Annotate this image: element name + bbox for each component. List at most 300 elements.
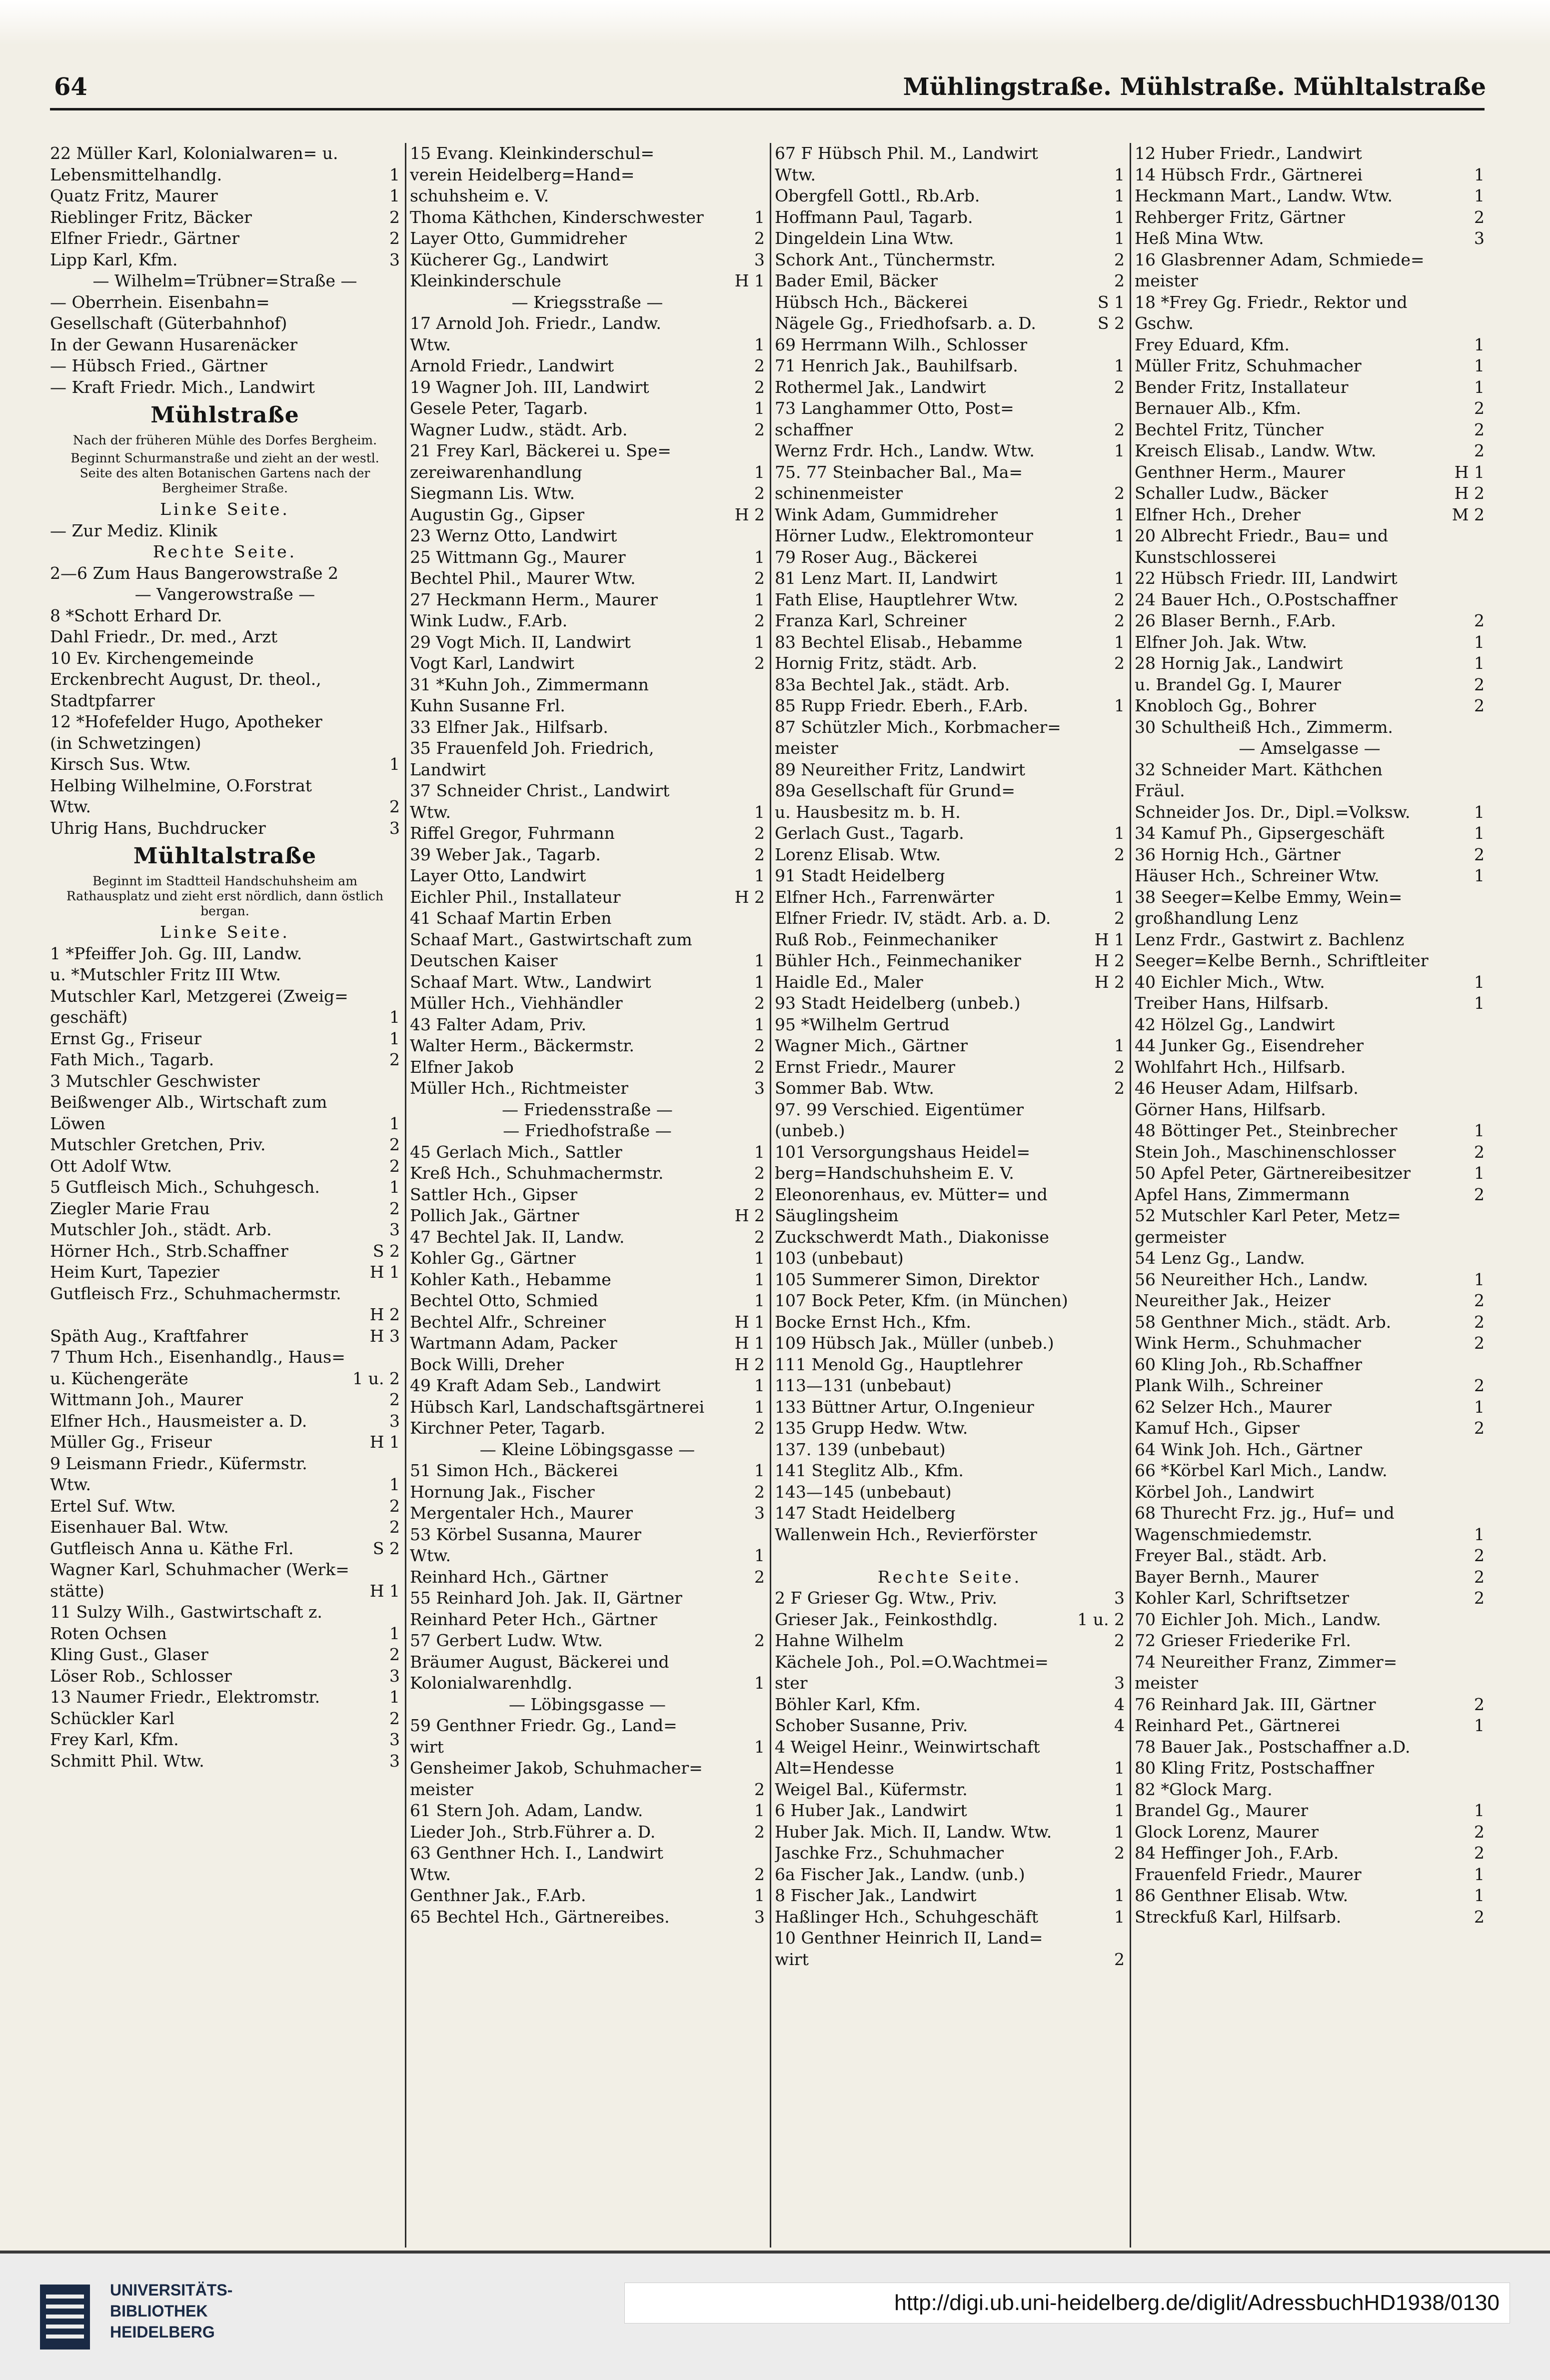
directory-entry <box>775 908 1125 929</box>
entry-text: 33 Elfner Jak., Hilfsarb. <box>410 717 608 737</box>
floor-number: 3 <box>1114 1588 1125 1608</box>
floor-number: 1 <box>754 589 765 609</box>
entry-text: 37 Schneider Christ., Landwirt <box>410 781 670 800</box>
entry-text: Wtw. <box>50 797 91 816</box>
floor-number: 2 <box>754 611 765 630</box>
entry-text: Hoffmann Paul, Tagarb. <box>775 207 973 227</box>
directory-entry <box>410 1503 765 1524</box>
floor-number: H 2 <box>734 887 765 907</box>
directory-entry <box>410 1609 765 1631</box>
floor-number: 1 <box>754 1014 765 1034</box>
directory-entry <box>410 547 765 568</box>
directory-entry <box>775 1779 1125 1801</box>
directory-entry <box>410 1524 765 1546</box>
floor-number: 1 <box>1114 164 1125 184</box>
directory-entry <box>1135 1248 1485 1269</box>
floor-number: 2 <box>1474 611 1485 630</box>
entry-text: Pollich Jak., Gärtner <box>410 1206 579 1225</box>
entry-text: Bernauer Alb., Kfm. <box>1135 398 1302 418</box>
directory-entry <box>410 228 765 249</box>
directory-entry <box>775 695 1125 717</box>
entry-text: Hübsch Karl, Landschaftsgärtnerei <box>410 1397 705 1417</box>
entry-text: 11 Sulzy Wilh., Gastwirtschaft z. <box>50 1602 322 1622</box>
floor-number: 2 <box>1474 1418 1485 1438</box>
entry-text: Knobloch Gg., Bohrer <box>1135 696 1316 715</box>
entry-text: 14 Hübsch Frdr., Gärtnerei <box>1135 164 1363 184</box>
floor-number: 1 <box>1114 696 1125 715</box>
floor-number: 1 <box>754 207 765 227</box>
directory-entry <box>50 1453 400 1475</box>
entry-text: Wink Adam, Gummidreher <box>775 504 998 524</box>
entry-text: 91 Stadt Heidelberg <box>775 866 945 885</box>
directory-entry <box>775 1418 1125 1439</box>
entry-text: 54 Lenz Gg., Landw. <box>1135 1248 1305 1268</box>
entry-text: Wartmann Adam, Packer <box>410 1333 617 1353</box>
directory-entry <box>775 228 1125 249</box>
entry-text: Eleonorenhaus, ev. Mütter= und <box>775 1184 1048 1204</box>
directory-entry <box>410 1822 765 1843</box>
floor-number: 2 <box>1114 1843 1125 1863</box>
entry-text: Deutschen Kaiser <box>410 951 558 970</box>
entry-text: Glock Lorenz, Maurer <box>1135 1822 1319 1842</box>
floor-number: 1 <box>1114 1779 1125 1799</box>
directory-entry <box>1135 1609 1485 1631</box>
street-heading: Mühltalstraße <box>133 843 317 869</box>
entry-text: 113—131 (unbebaut) <box>775 1376 952 1395</box>
directory-entry <box>1135 972 1485 993</box>
entry-text: 87 Schützler Mich., Korbmacher= <box>775 717 1061 737</box>
entry-text: Thoma Käthchen, Kinderschwester <box>410 207 704 227</box>
entry-text: 38 Seeger=Kelbe Emmy, Wein= <box>1135 887 1403 907</box>
floor-number: 1 u. 2 <box>352 1368 400 1388</box>
entry-text: Elfner Hch., Dreher <box>1135 504 1301 524</box>
directory-entry <box>775 462 1125 483</box>
directory-entry <box>410 653 765 674</box>
entry-text: Wernz Frdr. Hch., Landw. Wtw. <box>775 441 1035 460</box>
entry-text: Bayer Bernh., Maurer <box>1135 1567 1319 1587</box>
floor-number: 2 <box>754 1864 765 1884</box>
directory-entry <box>775 1184 1125 1206</box>
floor-number: H 2 <box>734 1354 765 1374</box>
entry-text: Riffel Gregor, Fuhrmann <box>410 823 615 843</box>
directory-entry <box>410 1354 765 1376</box>
column-3 <box>775 143 1125 2248</box>
directory-entry <box>1135 207 1485 228</box>
directory-entry <box>1135 908 1485 929</box>
directory-entry <box>410 249 765 271</box>
floor-number: 2 <box>389 1517 400 1537</box>
entry-text: Ziegler Marie Frau <box>50 1198 210 1218</box>
floor-number: 2 <box>1114 1631 1125 1650</box>
directory-entry <box>50 1262 400 1283</box>
floor-number: 2 <box>754 1227 765 1247</box>
directory-entry <box>50 964 400 986</box>
entry-text: Stein Joh., Maschinenschlosser <box>1135 1142 1396 1162</box>
directory-entry <box>410 1907 765 1928</box>
floor-number: 3 <box>1474 228 1485 248</box>
floor-number: 3 <box>389 1666 400 1686</box>
entry-text: Kleinkinderschule <box>410 271 561 290</box>
directory-entry <box>50 164 400 186</box>
street-note: Nach der früheren Mühle des Dorfes Bergheim. <box>72 433 377 447</box>
directory-entry <box>775 1694 1125 1716</box>
column-divider <box>1130 143 1131 2248</box>
floor-number: 2 <box>1474 696 1485 715</box>
floor-number: 1 <box>1114 356 1125 375</box>
directory-entry <box>410 717 765 738</box>
entry-text: Wtw. <box>410 1864 451 1884</box>
entry-text: Müller Gg., Friseur <box>50 1432 212 1452</box>
directory-entry <box>775 589 1125 611</box>
entry-text: 10 Genthner Heinrich II, Land= <box>775 1928 1043 1948</box>
floor-number: 1 <box>754 1461 765 1480</box>
floor-number: 1 <box>1114 1886 1125 1905</box>
floor-number: 2 <box>1474 1843 1485 1863</box>
floor-number: 2 <box>1114 419 1125 439</box>
directory-entry <box>1135 1184 1485 1206</box>
floor-number: H 1 <box>369 1581 400 1601</box>
directory-entry <box>775 1885 1125 1907</box>
entry-text: 68 Thurecht Frz. jg., Huf= und <box>1135 1503 1395 1523</box>
entry-text: Bock Willi, Dreher <box>410 1354 564 1374</box>
floor-number: 1 <box>389 1687 400 1707</box>
entry-text: Schaaf Mart., Gastwirtschaft zum <box>410 929 692 949</box>
entry-text: 71 Henrich Jak., Bauhilfsarb. <box>775 356 1018 375</box>
entry-text: (in Schwetzingen) <box>50 733 201 753</box>
directory-entry <box>775 1205 1125 1227</box>
floor-number: 1 <box>754 866 765 885</box>
entry-text: 1 *Pfeiffer Joh. Gg. III, Landw. <box>50 943 302 963</box>
directory-entry <box>410 780 765 802</box>
directory-entry <box>410 610 765 632</box>
entry-text: Mergentaler Hch., Maurer <box>410 1503 633 1523</box>
entry-text: 74 Neureither Franz, Zimmer= <box>1135 1652 1398 1672</box>
floor-number: 2 <box>1474 844 1485 864</box>
floor-number: 1 <box>754 1248 765 1268</box>
entry-text: Müller Fritz, Schuhmacher <box>1135 356 1362 375</box>
floor-number: 1 <box>389 186 400 205</box>
floor-number: 1 <box>1474 866 1485 885</box>
directory-entry <box>1135 717 1485 738</box>
entry-text: Elfner Jakob <box>410 1057 514 1077</box>
entry-text: Heß Mina Wtw. <box>1135 228 1264 248</box>
entry-text: 18 *Frey Gg. Friedr., Rektor und <box>1135 292 1408 312</box>
directory-entry <box>1135 653 1485 674</box>
floor-number: 1 <box>1114 186 1125 205</box>
directory-entry <box>50 1581 400 1602</box>
floor-number: 1 u. 2 <box>1077 1609 1125 1629</box>
header-rule <box>50 108 1485 110</box>
floor-number: 1 <box>389 164 400 184</box>
directory-entry <box>410 950 765 972</box>
entry-text: Rothermel Jak., Landwirt <box>775 377 986 397</box>
directory-entry <box>410 1333 765 1354</box>
floor-number: 2 <box>1114 844 1125 864</box>
directory-entry <box>1135 1439 1485 1461</box>
directory-entry <box>1135 802 1485 823</box>
directory-entry <box>410 355 765 377</box>
directory-entry <box>775 1588 1125 1609</box>
entry-text: Bräumer August, Bäckerei und <box>410 1652 669 1672</box>
entry-text: In der Gewann Husarenäcker <box>50 334 298 354</box>
floor-number: 2 <box>1114 589 1125 609</box>
directory-entry <box>1135 1078 1485 1099</box>
directory-entry <box>1135 865 1485 887</box>
directory-entry <box>410 1588 765 1609</box>
floor-number: 1 <box>754 802 765 822</box>
directory-entry <box>50 943 400 965</box>
entry-text: Layer Otto, Landwirt <box>410 866 586 885</box>
entry-text: 50 Apfel Peter, Gärtnereibesitzer <box>1135 1163 1411 1183</box>
floor-number: 3 <box>389 818 400 838</box>
entry-text: 51 Simon Hch., Bäckerei <box>410 1461 618 1480</box>
entry-text: Löwen <box>50 1113 105 1133</box>
directory-entry <box>410 844 765 866</box>
directory-entry <box>775 1057 1125 1078</box>
directory-entry <box>775 1864 1125 1886</box>
directory-entry <box>410 993 765 1014</box>
floor-number: 2 <box>389 1708 400 1728</box>
directory-entry <box>410 1864 765 1886</box>
floor-number: 3 <box>754 1907 765 1927</box>
entry-text: 63 Genthner Hch. I., Landwirt <box>410 1843 663 1863</box>
directory-entry <box>50 1219 400 1241</box>
entry-text: 60 Kling Joh., Rb.Schaffner <box>1135 1354 1363 1374</box>
entry-text: 109 Hübsch Jak., Müller (unbeb.) <box>775 1333 1054 1353</box>
entry-text: 97. 99 Verschied. Eigentümer <box>775 1099 1024 1119</box>
entry-text: Heim Kurt, Tapezier <box>50 1262 219 1282</box>
directory-entry <box>50 1049 400 1071</box>
floor-number: 2 <box>754 1418 765 1438</box>
directory-entry <box>410 1715 765 1737</box>
entry-text: Ott Adolf Wtw. <box>50 1156 172 1176</box>
entry-text: Körbel Joh., Landwirt <box>1135 1482 1314 1502</box>
directory-entry <box>775 1375 1125 1397</box>
directory-entry <box>1135 844 1485 866</box>
cross-street: — Wilhelm=Trübner=Straße — <box>92 271 357 290</box>
entry-text: 21 Frey Karl, Bäckerei u. Spe= <box>410 441 671 460</box>
entry-text: 15 Evang. Kleinkinderschul= <box>410 143 655 163</box>
floor-number: 1 <box>1114 441 1125 460</box>
directory-entry <box>775 1163 1125 1184</box>
entry-text: Elfner Friedr. IV, städt. Arb. a. D. <box>775 908 1051 928</box>
directory-entry <box>775 759 1125 781</box>
directory-entry <box>50 1666 400 1687</box>
entry-text: Seeger=Kelbe Bernh., Schriftleiter <box>1135 951 1429 970</box>
directory-entry <box>410 1269 765 1291</box>
floor-number: H 1 <box>1454 462 1485 482</box>
entry-text: Uhrig Hans, Buchdrucker <box>50 818 266 838</box>
directory-entry <box>410 1142 765 1163</box>
directory-entry <box>410 1758 765 1779</box>
directory-entry <box>410 674 765 696</box>
floor-number: 1 <box>754 1142 765 1162</box>
directory-entry <box>50 1347 400 1368</box>
floor-number: 1 <box>754 632 765 652</box>
floor-number: 1 <box>754 398 765 418</box>
directory-entry <box>1135 377 1485 398</box>
directory-entry <box>775 483 1125 504</box>
directory-entry <box>410 1418 765 1439</box>
directory-entry <box>775 610 1125 632</box>
entry-text: Kohler Karl, Schriftsetzer <box>1135 1588 1350 1608</box>
directory-entry <box>410 1205 765 1227</box>
entry-text: 34 Kamuf Ph., Gipsergeschäft <box>1135 823 1385 843</box>
entry-text: Haidle Ed., Maler <box>775 972 923 992</box>
entry-text: 61 Stern Joh. Adam, Landw. <box>410 1801 643 1820</box>
directory-entry <box>410 462 765 483</box>
entry-text: Genthner Herm., Maurer <box>1135 462 1346 482</box>
directory-entry <box>50 648 400 669</box>
entry-text: Säuglingsheim <box>775 1206 899 1225</box>
entry-text: 76 Reinhard Jak. III, Gärtner <box>1135 1694 1376 1714</box>
directory-entry <box>775 1673 1125 1694</box>
entry-text: Hübsch Hch., Bäckerei <box>775 292 968 312</box>
entry-text: Fräul. <box>1135 781 1185 800</box>
entry-text: 69 Herrmann Wilh., Schlosser <box>775 334 1028 354</box>
directory-entry <box>50 1368 400 1390</box>
entry-text: Lieder Joh., Strb.Führer a. D. <box>410 1822 656 1842</box>
entry-text: 135 Grupp Hedw. Wtw. <box>775 1418 968 1438</box>
side-heading: Linke Seite. <box>160 499 290 519</box>
entry-text: 72 Grieser Friederike Frl. <box>1135 1631 1351 1650</box>
entry-text: Schneider Jos. Dr., Dipl.=Volksw. <box>1135 802 1411 822</box>
entry-text: 107 Bock Peter, Kfm. (in München) <box>775 1291 1068 1310</box>
entry-text: Kirsch Sus. Wtw. <box>50 754 191 774</box>
cross-street: — Amselgasse — <box>1239 738 1381 758</box>
entry-text: Schmitt Phil. Wtw. <box>50 1751 204 1771</box>
entry-text: Dingeldein Lina Wtw. <box>775 228 954 248</box>
floor-number: 2 <box>389 1645 400 1664</box>
column-4 <box>1135 143 1485 2248</box>
directory-entry <box>1135 887 1485 908</box>
directory-entry <box>50 775 400 797</box>
floor-number: 2 <box>1474 1822 1485 1842</box>
floor-number: 1 <box>1474 186 1485 205</box>
floor-number: 2 <box>754 1567 765 1587</box>
directory-entry <box>1135 270 1485 292</box>
directory-entry <box>775 1800 1125 1822</box>
floor-number: 1 <box>1474 1269 1485 1289</box>
entry-text: Hörner Hch., Strb.Schaffner <box>50 1241 288 1261</box>
entry-text: Kreisch Elisab., Landw. Wtw. <box>1135 441 1377 460</box>
directory-entry <box>410 1057 765 1078</box>
entry-text: Ertel Suf. Wtw. <box>50 1496 176 1516</box>
entry-text: Genthner Jak., F.Arb. <box>410 1886 586 1905</box>
directory-entry <box>1135 440 1485 462</box>
directory-entry <box>50 986 400 1007</box>
entry-text: stätte) <box>50 1581 104 1601</box>
directory-entry <box>50 1474 400 1496</box>
entry-text: 8 Fischer Jak., Landwirt <box>775 1886 977 1905</box>
directory-entry <box>1135 568 1485 589</box>
entry-text: 95 *Wilhelm Gertrud <box>775 1014 950 1034</box>
directory-entry <box>50 1751 400 1772</box>
entry-text: Sommer Bab. Wtw. <box>775 1078 934 1098</box>
directory-entry <box>775 674 1125 696</box>
floor-number: 3 <box>754 1078 765 1098</box>
entry-text: 58 Genthner Mich., städt. Arb. <box>1135 1312 1392 1332</box>
floor-number: 2 <box>754 653 765 673</box>
entry-text: Bechtel Otto, Schmied <box>410 1291 598 1310</box>
directory-entry <box>410 483 765 504</box>
entry-text: 39 Weber Jak., Tagarb. <box>410 844 601 864</box>
entry-text: 43 Falter Adam, Priv. <box>410 1014 587 1034</box>
directory-entry <box>50 143 400 164</box>
floor-number: 2 <box>1114 653 1125 673</box>
entry-text: Ernst Friedr., Maurer <box>775 1057 956 1077</box>
floor-number: 2 <box>1474 1567 1485 1587</box>
floor-number: 2 <box>754 1036 765 1055</box>
floor-number: 1 <box>754 1546 765 1565</box>
directory-entry <box>1135 504 1485 526</box>
floor-number: 2 <box>1114 271 1125 290</box>
entry-text: 73 Langhammer Otto, Post= <box>775 398 1014 418</box>
floor-number: 3 <box>389 1751 400 1771</box>
directory-entry <box>410 1035 765 1057</box>
floor-number: 3 <box>389 249 400 269</box>
directory-entry <box>410 504 765 526</box>
entry-text: (unbeb.) <box>775 1121 845 1140</box>
floor-number: 1 <box>1114 207 1125 227</box>
library-name-line: BIBLIOTHEK <box>110 2302 208 2320</box>
directory-entry <box>410 1078 765 1099</box>
floor-number: 2 <box>1114 377 1125 397</box>
floor-number: 1 <box>1474 653 1485 673</box>
directory-entry <box>775 972 1125 993</box>
entry-text: Mutschler Joh., städt. Arb. <box>50 1220 272 1239</box>
entry-text: 78 Bauer Jak., Postschaffner a.D. <box>1135 1737 1411 1757</box>
directory-entry <box>410 525 765 547</box>
entry-text: Layer Otto, Gummidreher <box>410 228 627 248</box>
floor-number: 2 <box>1474 419 1485 439</box>
entry-text: — Hübsch Fried., Gärtner <box>50 356 267 375</box>
entry-text: Landwirt <box>410 759 486 779</box>
floor-number: H 1 <box>1094 929 1125 949</box>
floor-number: 2 <box>754 419 765 439</box>
floor-number: 2 <box>1474 1588 1485 1608</box>
entry-text: Schückler Karl <box>50 1708 175 1728</box>
entry-text: 84 Heffinger Joh., F.Arb. <box>1135 1843 1339 1863</box>
floor-number: 1 <box>754 1269 765 1289</box>
directory-entry <box>1135 228 1485 249</box>
cross-street: — Kleine Löbingsgasse — <box>479 1439 695 1459</box>
permalink-url[interactable]: http://digi.ub.uni-heidelberg.de/diglit/AdressbuchHD1938/0130 <box>624 2283 1510 2324</box>
directory-entry <box>410 1567 765 1588</box>
directory-entry <box>775 1482 1125 1503</box>
directory-entry <box>50 1623 400 1645</box>
floor-number: 2 <box>754 1057 765 1077</box>
directory-entry <box>410 929 765 951</box>
entry-text: Alt=Hendesse <box>775 1758 894 1778</box>
scan-edge <box>0 0 1550 45</box>
directory-entry <box>775 1949 1125 1971</box>
entry-text: Wallenwein Hch., Revierförster <box>775 1524 1037 1544</box>
directory-entry <box>775 1524 1125 1546</box>
floor-number: 2 <box>754 823 765 843</box>
side-heading: Rechte Seite. <box>877 1567 1022 1587</box>
entry-text: Augustin Gg., Gipser <box>410 504 585 524</box>
directory-entry <box>775 568 1125 589</box>
directory-entry <box>50 249 400 271</box>
directory-entry <box>1135 1290 1485 1312</box>
directory-entry <box>1135 1312 1485 1333</box>
directory-entry <box>1135 1014 1485 1036</box>
floor-number: 3 <box>754 249 765 269</box>
entry-text: zereiwarenhandlung <box>410 462 582 482</box>
floor-number: 2 <box>1474 1907 1485 1927</box>
entry-text: Quatz Fritz, Maurer <box>50 186 218 205</box>
